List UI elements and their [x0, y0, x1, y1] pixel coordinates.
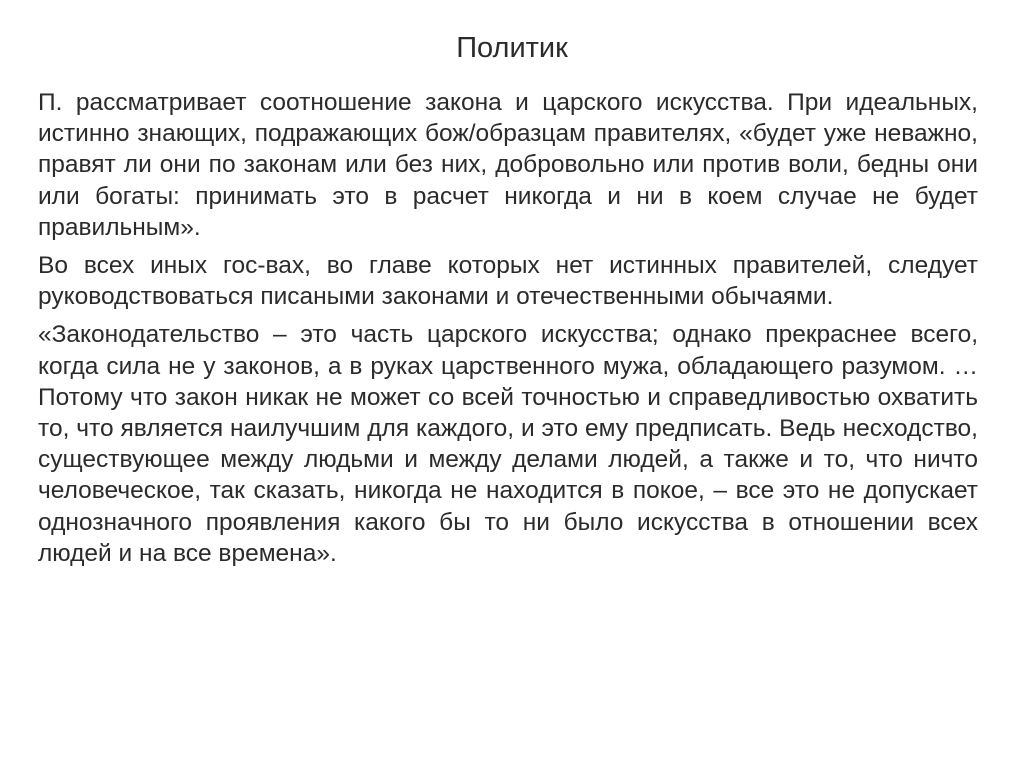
slide-body: [38, 87, 978, 576]
paragraph-2: Во всех иных гос-вах, во главе которых нет истинных правителей, следует руководствоваться писаными законами и отечественными обычаями.: [38, 252, 978, 311]
paragraph-1: П. рассматривает соотношение закона и царского искусства. При идеальных, истинно знающих, подражающих бож/образцам правителях, «будет уже неважно, правят ли они по законам или без них, добровольно или против воли, бедны они или богаты: принимать это в расчет никогда и ни в коем случае не будет правильным».: [38, 89, 978, 241]
paragraph-3: «Законодательство – это часть царского искусства; однако прекраснее всего, когда сила не у законов, а в руках царственного мужа, обладающего разумом. …Потому что закон никак не может со всей точностью и справедливостью охватить то, что является наилучшим для каждого, и это ему предписать. Ведь несходство, существующее между людьми и между делами людей, а также и то, что ничто человеческое, так сказать, никогда не находится в покое, – все это не допускает однозначного проявления какого бы то ни было искусства в отношении всех людей и на все времена».: [38, 321, 978, 567]
slide-title: Политик: [456, 32, 568, 64]
